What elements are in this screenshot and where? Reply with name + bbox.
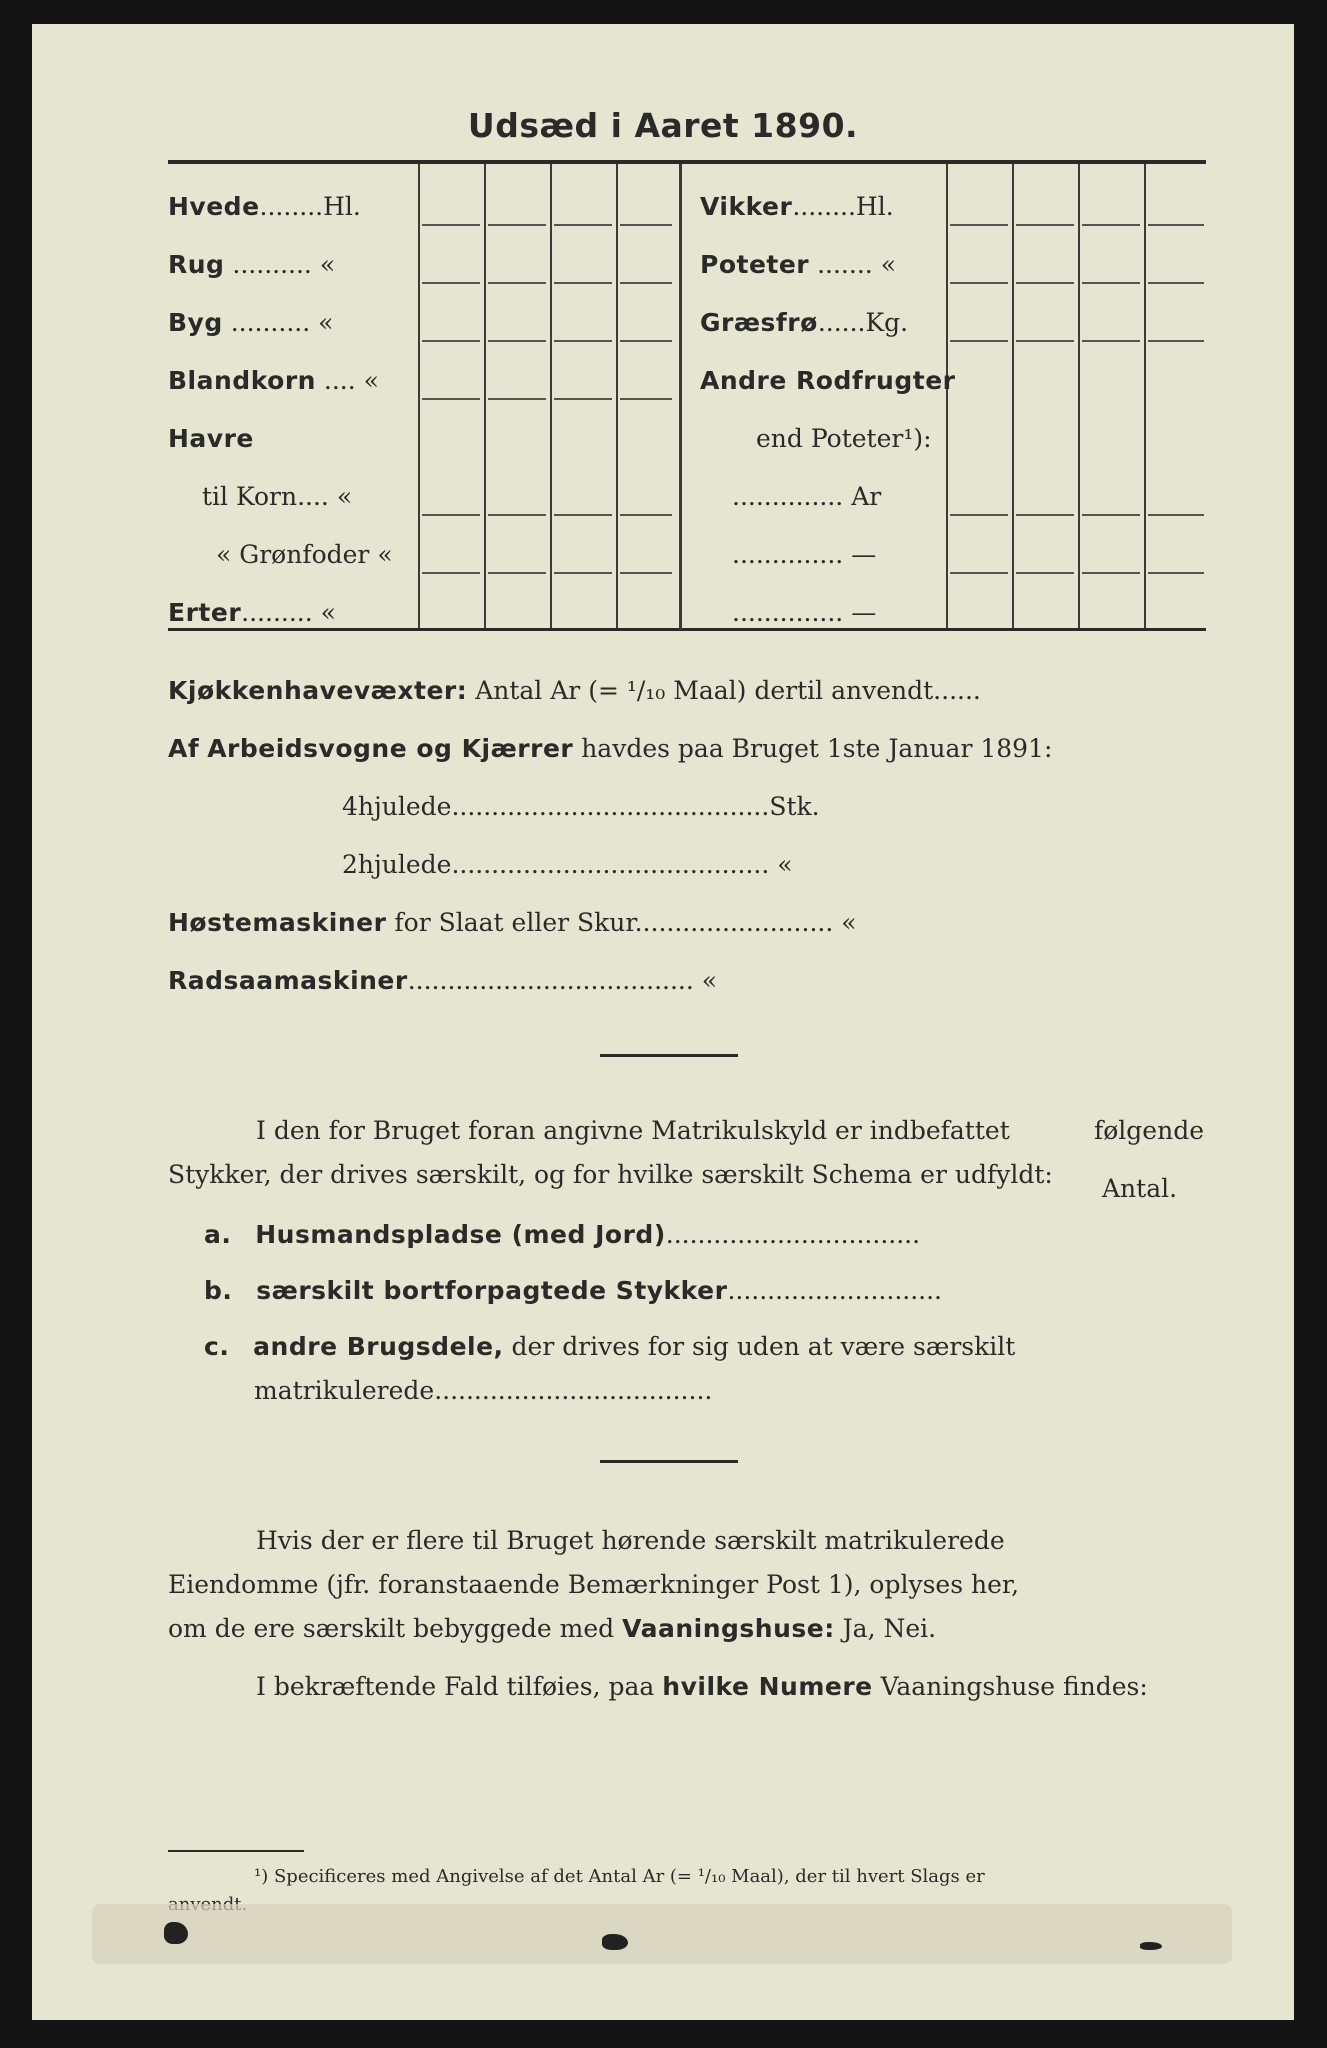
row-dots: .......... [232, 250, 312, 279]
bekraeft-text-b: Vaaningshuse findes: [880, 1672, 1148, 1701]
fill-underline [950, 224, 1008, 226]
ink-blot [602, 1934, 628, 1950]
radsaa-heading: Radsaamaskiner [168, 966, 408, 995]
hvis-text-2: Eiendomme (jfr. foranstaaende Bemærkninger Post 1), oplyses her, [168, 1570, 1020, 1599]
row-dots: ........ [792, 192, 856, 221]
radsaa-dots: .................................... [407, 966, 694, 995]
row-unit: Kg. [865, 308, 909, 337]
row-til-korn [202, 482, 352, 511]
hvis-heading: Vaaningshuse: [622, 1614, 835, 1643]
section-separator [600, 1054, 738, 1057]
item-dots: ................................... [434, 1376, 713, 1405]
fill-underline [1148, 340, 1204, 342]
right-col-line [946, 164, 948, 628]
hvis-text-1: Hvis der er flere til Bruget hørende særskilt matrikulerede [256, 1526, 1005, 1555]
item-heading: særskilt bortforpagtede Stykker [256, 1276, 728, 1305]
footnote-line1 [254, 1866, 985, 1887]
row-label: til Korn [202, 482, 298, 511]
matrikul-line2 [168, 1160, 1053, 1189]
fill-underline [422, 282, 480, 284]
bekraeft-heading: hvilke Numere [662, 1672, 873, 1701]
hoste-heading: Høstemaskiner [168, 908, 387, 937]
fill-underline [950, 514, 1008, 516]
arbeid-prefix: Af [168, 734, 200, 763]
right-col-line [1078, 164, 1080, 628]
matrikul-text-2: Stykker, der drives særskilt, og for hvilke særskilt Schema er udfyldt: [168, 1160, 1053, 1189]
matrikul-text-1: I den for Bruget foran angivne Matrikulskyld er indbefattet [256, 1116, 1010, 1145]
row-label: end Poteter¹): [756, 424, 932, 453]
row-label: Erter [168, 598, 242, 627]
fill-underline [950, 282, 1008, 284]
fill-underline [554, 514, 612, 516]
row-blandkorn [168, 366, 379, 395]
fill-underline [620, 282, 672, 284]
item-letter: b. [204, 1276, 233, 1305]
row-unit: « [318, 308, 334, 337]
row-unit: « [880, 250, 896, 279]
row-dots: ...... [817, 308, 866, 337]
row-rug [168, 250, 335, 279]
table-middle-divider [679, 164, 682, 630]
row-end-poteter [756, 424, 932, 453]
radsaa-unit: « [701, 966, 718, 995]
fill-underline [488, 572, 546, 574]
fill-underline [422, 340, 480, 342]
bekraeft-text-a: I bekræftende Fald tilføies, paa [256, 1672, 655, 1701]
fill-underline [554, 398, 612, 400]
fill-underline [554, 340, 612, 342]
row-unit: — [851, 540, 877, 569]
fill-underline [1016, 224, 1074, 226]
row-unit: « [320, 598, 336, 627]
paper-stain [92, 1904, 1232, 1964]
antal-label [1102, 1174, 1177, 1203]
row-unit: « [363, 366, 379, 395]
row-unit: Hl. [855, 192, 894, 221]
row-hvede [168, 192, 361, 221]
fill-underline [1148, 282, 1204, 284]
fill-underline [620, 514, 672, 516]
fill-underline [620, 398, 672, 400]
hjul4-unit: Stk. [769, 792, 820, 821]
row-unit: « [377, 540, 393, 569]
row-havre [168, 424, 254, 453]
form-page [32, 24, 1294, 2020]
row-dots: .... [323, 366, 356, 395]
fill-underline [422, 224, 480, 226]
hoste-text: for Slaat eller Skur [394, 908, 635, 937]
row-label: Poteter [700, 250, 810, 279]
row-vikker [700, 192, 894, 221]
item-text: der drives for sig uden at være særskilt [511, 1332, 1016, 1361]
row-dots: ......... [241, 598, 313, 627]
row-unit: Ar [851, 482, 882, 511]
row-label: Vikker [700, 192, 793, 221]
ink-blot [1140, 1942, 1162, 1950]
hvis-line3 [168, 1614, 936, 1643]
row-dots: .... [297, 482, 329, 511]
matrikul-text-folgende: følgende [1094, 1116, 1204, 1145]
item-b [204, 1276, 942, 1305]
row-label: Byg [168, 308, 223, 337]
fill-underline [422, 514, 480, 516]
footnote-text-1: ¹) Specificeres med Angivelse af det Antal Ar (= ¹/₁₀ Maal), der til hvert Slags er [254, 1866, 985, 1887]
hoste-line [168, 908, 857, 937]
fill-underline [422, 572, 480, 574]
row-dots: ........ [259, 192, 324, 221]
hjul2-dots: ........................................ [451, 850, 770, 879]
item-dots: ................................ [665, 1220, 921, 1249]
fill-underline [950, 340, 1008, 342]
hjul4-line [342, 792, 820, 821]
hvis-text-3a: om de ere særskilt bebyggede med [168, 1614, 615, 1643]
right-col-line [1144, 164, 1146, 628]
fill-underline [1082, 224, 1140, 226]
fill-underline [1148, 224, 1204, 226]
hjul2-line [342, 850, 793, 879]
row-blank-ar [732, 482, 881, 511]
fill-underline [950, 572, 1008, 574]
fill-underline [488, 398, 546, 400]
fill-underline [554, 282, 612, 284]
hvis-line1 [256, 1526, 1005, 1555]
row-graesfro [700, 308, 908, 337]
fill-underline [1082, 282, 1140, 284]
table-top-rule [168, 160, 1206, 164]
kjokken-text: Antal Ar (= ¹/₁₀ Maal) dertil anvendt...... [475, 676, 981, 705]
hoste-unit: « [841, 908, 857, 937]
row-blank-dash [732, 540, 876, 569]
kjokken-heading: Kjøkkenhavevæxter: [168, 676, 468, 705]
fill-underline [422, 398, 480, 400]
matrikul-folgende [1094, 1116, 1204, 1145]
fill-underline [1082, 572, 1140, 574]
item-heading: Husmandspladse (med Jord) [255, 1220, 666, 1249]
row-poteter [700, 250, 896, 279]
row-unit: — [851, 598, 877, 627]
row-unit: Hl. [323, 192, 361, 221]
left-col-line [418, 164, 420, 628]
item-letter: a. [204, 1220, 232, 1249]
ink-blot [164, 1922, 188, 1944]
row-label: « Grønfoder [216, 540, 370, 569]
fill-underline [1148, 514, 1204, 516]
row-erter [168, 598, 336, 627]
item-text-2: matrikulerede [254, 1376, 435, 1405]
row-label: Græsfrø [700, 308, 818, 337]
arbeid-text: havdes paa Bruget 1ste Januar 1891: [581, 734, 1053, 763]
row-unit: « [319, 250, 336, 279]
row-dots: .............. [732, 482, 844, 511]
hvis-text-3b: Ja, Nei. [842, 1614, 937, 1643]
item-c-line2 [254, 1376, 712, 1405]
row-byg [168, 308, 333, 337]
row-gronfoder [216, 540, 393, 569]
row-blank-dash [732, 598, 876, 627]
section-separator [600, 1460, 738, 1463]
footnote-rule [168, 1850, 304, 1852]
row-dots: .............. [732, 598, 844, 627]
fill-underline [1016, 340, 1074, 342]
row-unit: « [336, 482, 353, 511]
row-label: Blandkorn [168, 366, 316, 395]
hjul4-dots: ........................................ [451, 792, 770, 821]
row-label: Hvede [168, 192, 260, 221]
item-heading: andre Brugsdele, [253, 1332, 504, 1361]
fill-underline [554, 224, 612, 226]
kjokken-line [168, 676, 981, 705]
row-andre-rodfrugter [700, 366, 956, 395]
table-bottom-rule [168, 628, 1206, 631]
fill-underline [1016, 514, 1074, 516]
fill-underline [1016, 572, 1074, 574]
row-dots: .............. [732, 540, 844, 569]
fill-underline [1082, 340, 1140, 342]
radsaa-line [168, 966, 717, 995]
fill-underline [554, 572, 612, 574]
item-letter: c. [204, 1332, 230, 1361]
left-col-line [484, 164, 486, 628]
arbeid-heading: Arbeidsvogne og Kjærrer [207, 734, 574, 763]
item-c [204, 1332, 1015, 1361]
bekraeft-line [256, 1672, 1148, 1701]
hjul2-unit: « [777, 850, 793, 879]
item-a [204, 1220, 920, 1249]
left-col-line [550, 164, 552, 628]
arbeid-line [168, 734, 1052, 763]
row-label: Havre [168, 424, 254, 453]
row-dots: ....... [817, 250, 873, 279]
row-dots: .......... [230, 308, 311, 337]
row-label: Andre Rodfrugter [700, 366, 956, 395]
fill-underline [488, 340, 546, 342]
hjul2-label: 2hjulede [342, 850, 452, 879]
right-col-line [1012, 164, 1014, 628]
fill-underline [1082, 514, 1140, 516]
left-col-line [616, 164, 618, 628]
matrikul-line1 [256, 1116, 1010, 1145]
fill-underline [1016, 282, 1074, 284]
fill-underline [488, 282, 546, 284]
item-dots: ........................... [727, 1276, 943, 1305]
fill-underline [488, 514, 546, 516]
hvis-line2 [168, 1570, 1019, 1599]
fill-underline [620, 224, 672, 226]
fill-underline [488, 224, 546, 226]
row-label: Rug [168, 250, 225, 279]
fill-underline [620, 340, 672, 342]
fill-underline [1148, 572, 1204, 574]
antal-text: Antal. [1102, 1174, 1178, 1203]
page-title: Udsæd i Aaret 1890. [467, 106, 859, 145]
hoste-dots: ......................... [634, 908, 834, 937]
hjul4-label: 4hjulede [342, 792, 452, 821]
fill-underline [620, 572, 672, 574]
